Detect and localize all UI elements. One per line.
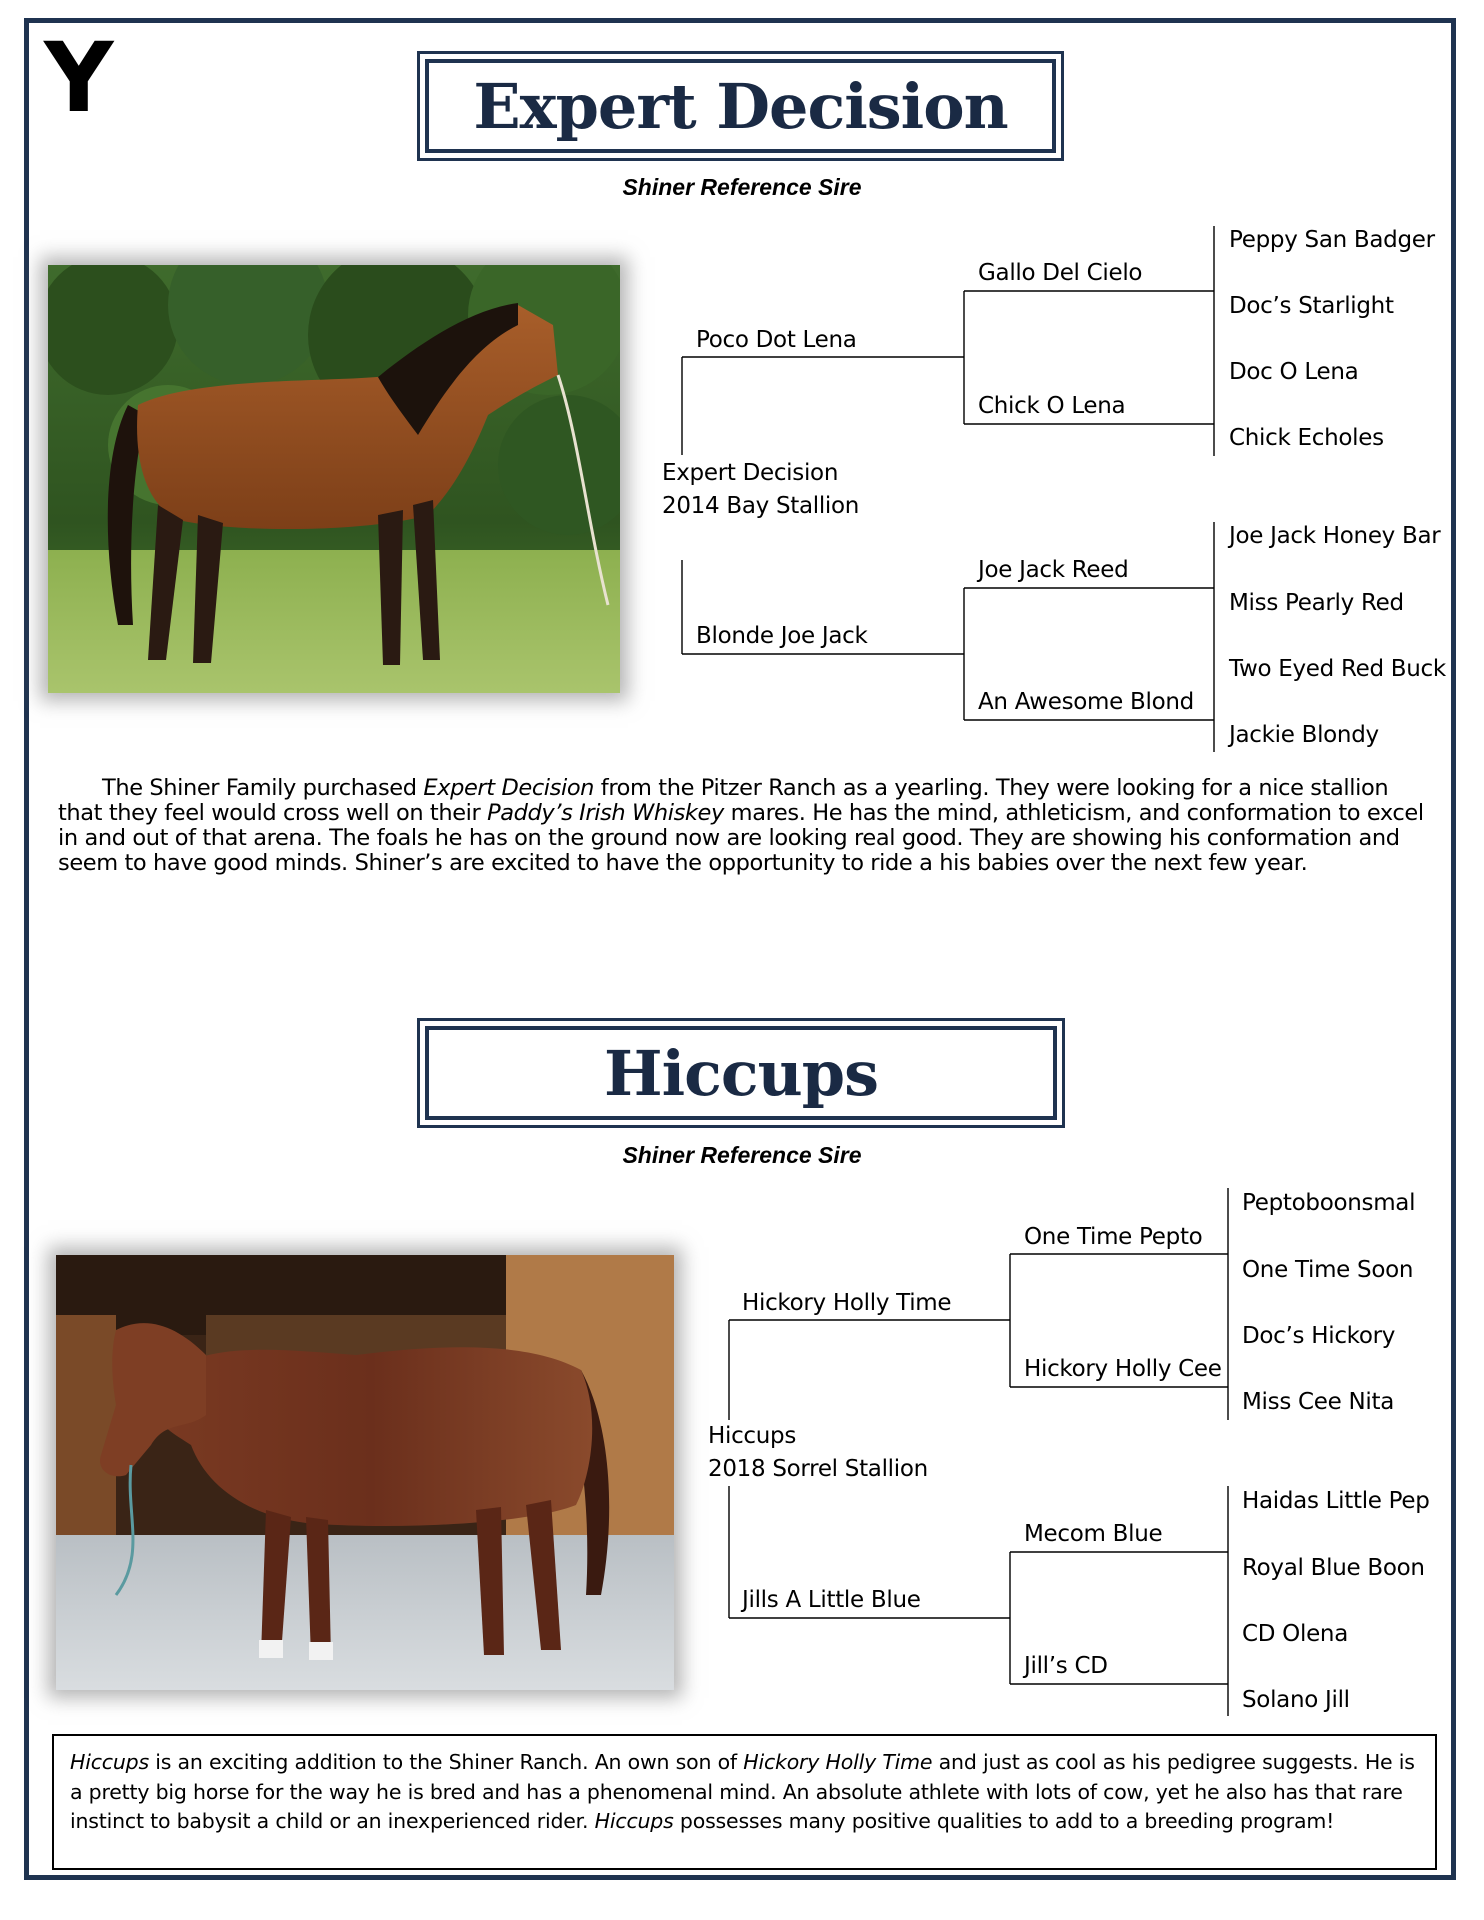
section2-horse-photo [56, 1255, 674, 1690]
section2-great-0: Peptoboonsmal [1242, 1190, 1416, 1216]
section1-grand-3: An Awesome Blond [978, 689, 1194, 715]
section1-great-1: Doc’s Starlight [1229, 293, 1394, 319]
bay-horse-photo [48, 265, 620, 693]
section1-desc-mares-name: Paddy’s Irish Whiskey [487, 800, 724, 826]
section1-great-0: Peppy San Badger [1229, 227, 1435, 253]
section2-description-box [52, 1734, 1437, 1870]
section1-title-box [417, 51, 1064, 161]
section2-desc-horse-name-2: Hiccups [594, 1809, 674, 1833]
section1-subject-name: Expert Decision [662, 460, 839, 486]
section2-desc-horse-name: Hiccups [70, 1750, 149, 1774]
section2-title: Hiccups [604, 1036, 878, 1110]
section2-grand-3: Jill’s CD [1024, 1653, 1108, 1679]
section2-subject-details: 2018 Sorrel Stallion [708, 1456, 928, 1482]
section2-great-1: One Time Soon [1242, 1257, 1414, 1283]
section2-desc-sire-name: Hickory Holly Time [743, 1750, 933, 1774]
section2-subtitle: Shiner Reference Sire [622, 1142, 862, 1168]
section2-description: Hiccups is an exciting addition to the Shiner Ranch. An own son of Hickory Holly Time and just as cool as his pedigree suggests. He is a pretty big horse for the way he is bred and has a phenomenal mind. An absolute athlete with lots of cow, yet he also has that rare instinct to babysit a child or an inexperienced rider. Hiccups possesses many positive qualities to add to a breeding program! [70, 1750, 1415, 1833]
section1-subject-details: 2014 Bay Stallion [662, 493, 860, 519]
section2-dam: Jills A Little Blue [742, 1587, 921, 1613]
section1-great-3: Chick Echoles [1229, 425, 1384, 451]
section2-great-7: Solano Jill [1242, 1687, 1350, 1713]
section2-title-box [417, 1018, 1065, 1128]
section1-dam: Blonde Joe Jack [696, 623, 868, 649]
section1-desc-horse-name: Expert Decision [423, 775, 595, 801]
section2-subject-name: Hiccups [708, 1423, 797, 1449]
section2-grand-2: Mecom Blue [1024, 1521, 1163, 1547]
section2-great-2: Doc’s Hickory [1242, 1323, 1396, 1349]
sorrel-horse-photo [56, 1255, 674, 1690]
corner-letter: Y [44, 22, 114, 134]
section1-great-6: Two Eyed Red Buck [1229, 656, 1446, 682]
section1-subtitle: Shiner Reference Sire [622, 174, 862, 200]
section1-great-7: Jackie Blondy [1229, 722, 1379, 748]
section1-grand-0: Gallo Del Cielo [978, 260, 1143, 286]
section1-sire: Poco Dot Lena [696, 327, 857, 353]
section1-horse-photo [48, 265, 620, 693]
section1-great-4: Joe Jack Honey Bar [1229, 523, 1441, 549]
section2-great-5: Royal Blue Boon [1242, 1555, 1425, 1581]
section2-great-6: CD Olena [1242, 1621, 1348, 1647]
section1-great-5: Miss Pearly Red [1229, 590, 1404, 616]
section1-great-2: Doc O Lena [1229, 359, 1359, 385]
section1-grand-1: Chick O Lena [978, 393, 1126, 419]
section2-grand-1: Hickory Holly Cee [1024, 1356, 1222, 1382]
section2-great-4: Haidas Little Pep [1242, 1488, 1430, 1514]
section2-great-3: Miss Cee Nita [1242, 1389, 1394, 1415]
section1-title: Expert Decision [473, 69, 1008, 143]
section2-sire: Hickory Holly Time [742, 1290, 952, 1316]
section1-description: The Shiner Family purchased Expert Decision from the Pitzer Ranch as a yearling. They were looking for a nice stallion that they feel would cross well on their Paddy’s Irish Whiskey mares. He has the mind, athleticism, and conformation to excel in and out of that arena. The foals he has on the ground now are looking real good. They are showing his conformation and seem to have good minds. Shiner’s are excited to have the opportunity to ride a his babies over the next few year. [58, 775, 1424, 876]
section1-grand-2: Joe Jack Reed [978, 557, 1129, 583]
section2-grand-0: One Time Pepto [1024, 1224, 1203, 1250]
